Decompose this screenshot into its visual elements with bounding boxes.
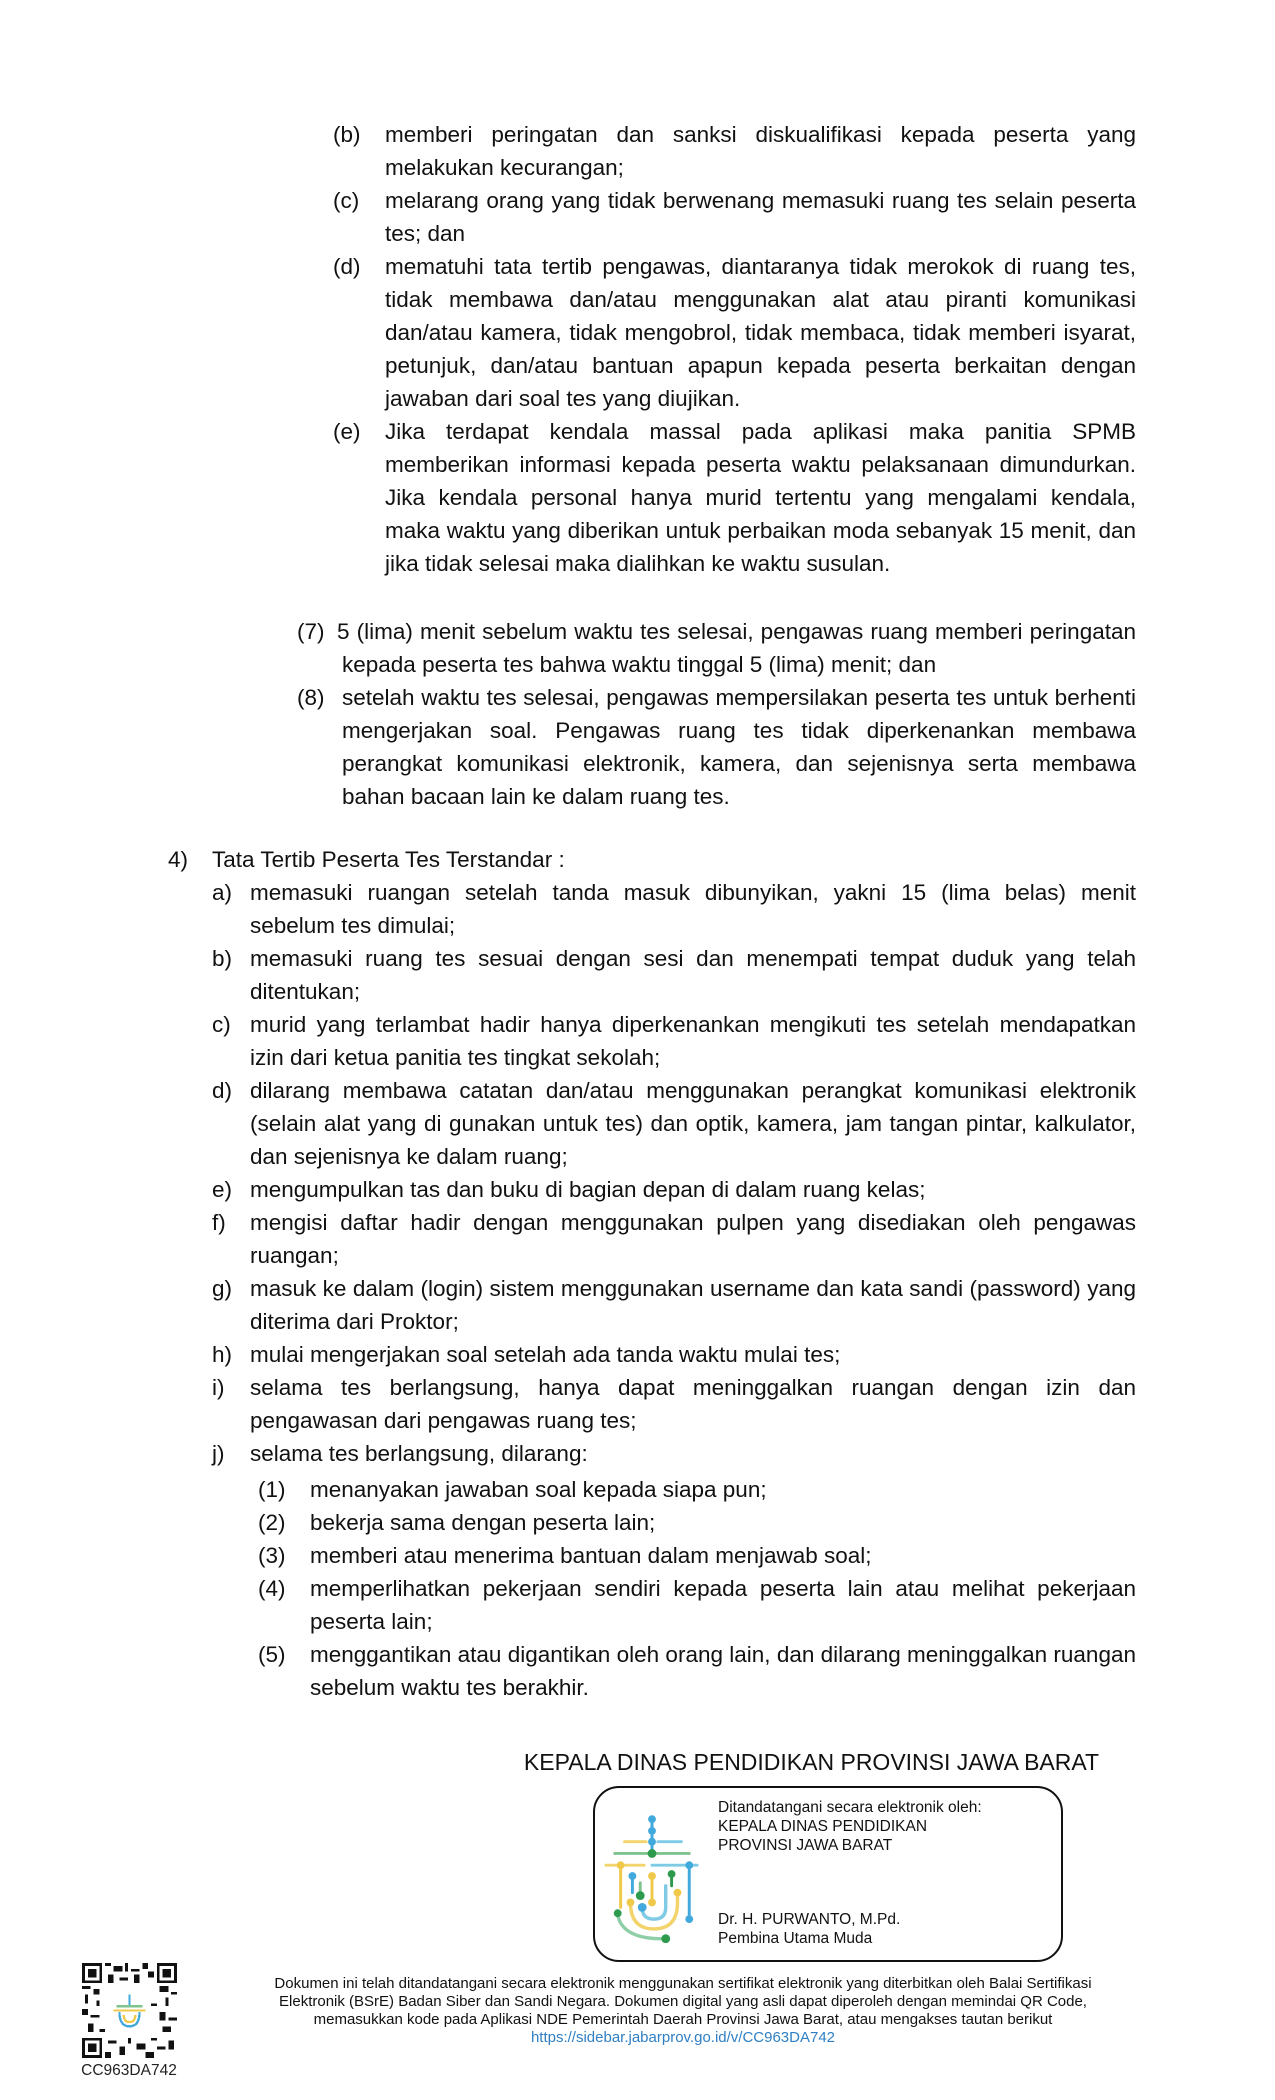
item-text: masuk ke dalam (login) sistem menggunakan username dan kata sandi (password) yang diterima dari Proktor; (250, 1276, 1136, 1334)
signer-rank: Pembina Utama Muda (718, 1930, 873, 1947)
item-label: f) (212, 1210, 226, 1235)
document-code: CC963DA742 (81, 2062, 177, 2079)
signer-office-line-1: KEPALA DINAS PENDIDIKAN (718, 1818, 928, 1835)
item-label: b) (212, 946, 233, 971)
item-label: h) (212, 1342, 233, 1367)
signer-title: KEPALA DINAS PENDIDIKAN PROVINSI JAWA BARAT (523, 1749, 1100, 1775)
supervisor-duties-subitems (333, 118, 1136, 580)
list-item (258, 1506, 1136, 1539)
footer-verification-note (230, 1975, 1136, 2047)
item-text: mengisi daftar hadir dengan menggunakan pulpen yang disediakan oleh pengawas ruangan; (250, 1210, 1136, 1268)
list-item (258, 1473, 1136, 1506)
list-item (333, 415, 1136, 580)
item-label: (5) (258, 1642, 286, 1667)
item-text: memasuki ruang tes sesuai dengan sesi dan menempati tempat duduk yang telah ditentukan; (250, 946, 1136, 1004)
footer-note-line-3: memasukkan kode pada Aplikasi NDE Pemerintah Daerah Provinsi Jawa Barat, atau mengakses tautan berikut (313, 2011, 1053, 2028)
item-label: (3) (258, 1543, 286, 1568)
list-item (258, 1638, 1136, 1704)
item-label: j) (212, 1441, 225, 1466)
item-text: selama tes berlangsung, hanya dapat meninggalkan ruangan dengan izin dan pengawasan dari pengawas ruang tes; (250, 1375, 1136, 1433)
item-text: melarang orang yang tidak berwenang memasuki ruang tes selain peserta tes; dan (385, 188, 1136, 246)
item-text: murid yang terlambat hadir hanya diperkenankan mengikuti tes setelah mendapatkan izin dari ketua panitia tes tingkat sekolah; (250, 1012, 1136, 1070)
verification-link[interactable]: https://sidebar.jabarprov.go.id/v/CC963DA742 (530, 2029, 836, 2046)
signer-office-line-2: PROVINSI JAWA BARAT (718, 1837, 893, 1854)
electronic-signature-box (593, 1786, 1063, 1962)
list-item (212, 1206, 1136, 1272)
item-label: g) (212, 1276, 233, 1301)
list-item (297, 615, 1136, 681)
item-label: (d) (333, 254, 361, 279)
list-item (333, 118, 1136, 184)
list-item (212, 1008, 1136, 1074)
list-item (212, 1437, 1136, 1470)
item-label: (4) (258, 1576, 286, 1601)
list-item (212, 1173, 1136, 1206)
item-text: memberi peringatan dan sanksi diskualifikasi kepada peserta yang melakukan kecurangan; (385, 122, 1136, 180)
item-text: menggantikan atau digantikan oleh orang lain, dan dilarang meninggalkan ruangan sebelum waktu tes berakhir. (310, 1642, 1136, 1700)
list-item (258, 1539, 1136, 1572)
item-label: i) (212, 1375, 225, 1400)
footer-note-line-2: Elektronik (BSrE) Badan Siber dan Sandi Negara. Dokumen digital yang asli dapat diperoleh dengan memindai QR Code, (279, 1993, 1087, 2010)
item-text: dilarang membawa catatan dan/atau menggunakan perangkat komunikasi elektronik (selain alat yang di gunakan untuk tes) dan optik, kamera, jam tangan pintar, kalkulator, dan sejenisnya ke dalam ruang; (250, 1078, 1136, 1169)
item-text: 5 (lima) menit sebelum waktu tes selesai, pengawas ruang memberi peringatan kepada peserta tes bahwa waktu tinggal 5 (lima) menit; dan (337, 619, 1136, 677)
signer-name: Dr. H. PURWANTO, M.Pd. (718, 1911, 901, 1928)
supervisor-numbered-items (297, 615, 1136, 813)
footer-note-line-1: Dokumen ini telah ditandatangani secara elektronik menggunakan sertifikat elektronik yang diterbitkan oleh Balai Sertifikasi (274, 1975, 1092, 1992)
list-item (297, 681, 1136, 813)
item-text: mematuhi tata tertib pengawas, diantaranya tidak merokok di ruang tes, tidak membawa dan/atau menggunakan alat atau piranti komunikasi dan/atau kamera, tidak mengobrol, tidak membaca, tidak memberi isyarat, petunjuk, dan/atau bantuan apapun kepada peserta berkaitan dengan jawaban dari soal tes yang diujikan. (385, 254, 1136, 411)
section-title: Tata Tertib Peserta Tes Terstandar : (212, 847, 565, 872)
list-item (212, 942, 1136, 1008)
qr-code-icon[interactable] (82, 1963, 177, 2058)
list-item (212, 1272, 1136, 1338)
item-label: a) (212, 880, 233, 905)
item-text: memasuki ruangan setelah tanda masuk dibunyikan, yakni 15 (lima belas) menit sebelum tes dimulai; (250, 880, 1136, 938)
signature-details (718, 1798, 982, 1948)
item-label: (8) (297, 685, 325, 710)
item-label: e) (212, 1177, 233, 1202)
list-item (333, 184, 1136, 250)
item-text: memperlihatkan pekerjaan sendiri kepada peserta lain atau melihat pekerjaan peserta lain; (310, 1576, 1136, 1634)
item-text: selama tes berlangsung, dilarang: (250, 1441, 588, 1466)
item-label: d) (212, 1078, 233, 1103)
item-text: menanyakan jawaban soal kepada siapa pun; (310, 1477, 767, 1502)
prohibited-actions-list (258, 1473, 1136, 1704)
item-label: (e) (333, 419, 361, 444)
section-number: 4) (168, 847, 189, 872)
item-label: c) (212, 1012, 231, 1037)
item-label: (7) (297, 619, 325, 644)
item-text: mengumpulkan tas dan buku di bagian depan di dalam ruang kelas; (250, 1177, 926, 1202)
list-item (212, 1074, 1136, 1173)
item-label: (b) (333, 122, 361, 147)
participant-rules-list (212, 876, 1136, 1470)
item-text: mulai mengerjakan soal setelah ada tanda waktu mulai tes; (250, 1342, 841, 1367)
item-label: (c) (333, 188, 360, 213)
list-item (258, 1572, 1136, 1638)
list-item (333, 250, 1136, 415)
item-text: bekerja sama dengan peserta lain; (310, 1510, 656, 1535)
signed-by-label: Ditandatangani secara elektronik oleh: (718, 1799, 982, 1816)
item-text: setelah waktu tes selesai, pengawas mempersilakan peserta tes untuk berhenti mengerjakan soal. Pengawas ruang tes tidak diperkenankan membawa perangkat komunikasi elektronik, kamera, dan sejenisnya serta membawa bahan bacaan lain ke dalam ruang tes. (342, 685, 1136, 809)
list-item (212, 1371, 1136, 1437)
list-item (212, 876, 1136, 942)
item-label: (2) (258, 1510, 286, 1535)
list-item (212, 1338, 1136, 1371)
item-text: Jika terdapat kendala massal pada aplikasi maka panitia SPMB memberikan informasi kepada peserta waktu pelaksanaan dimundurkan. Jika kendala personal hanya murid tertentu yang mengalami kendala, maka waktu yang diberikan untuk perbaikan moda sebanyak 15 menit, dan jika tidak selesai maka dialihkan ke waktu susulan. (385, 419, 1136, 576)
item-label: (1) (258, 1477, 286, 1502)
item-text: memberi atau menerima bantuan dalam menjawab soal; (310, 1543, 872, 1568)
jabar-province-logo-icon (603, 1808, 701, 1943)
